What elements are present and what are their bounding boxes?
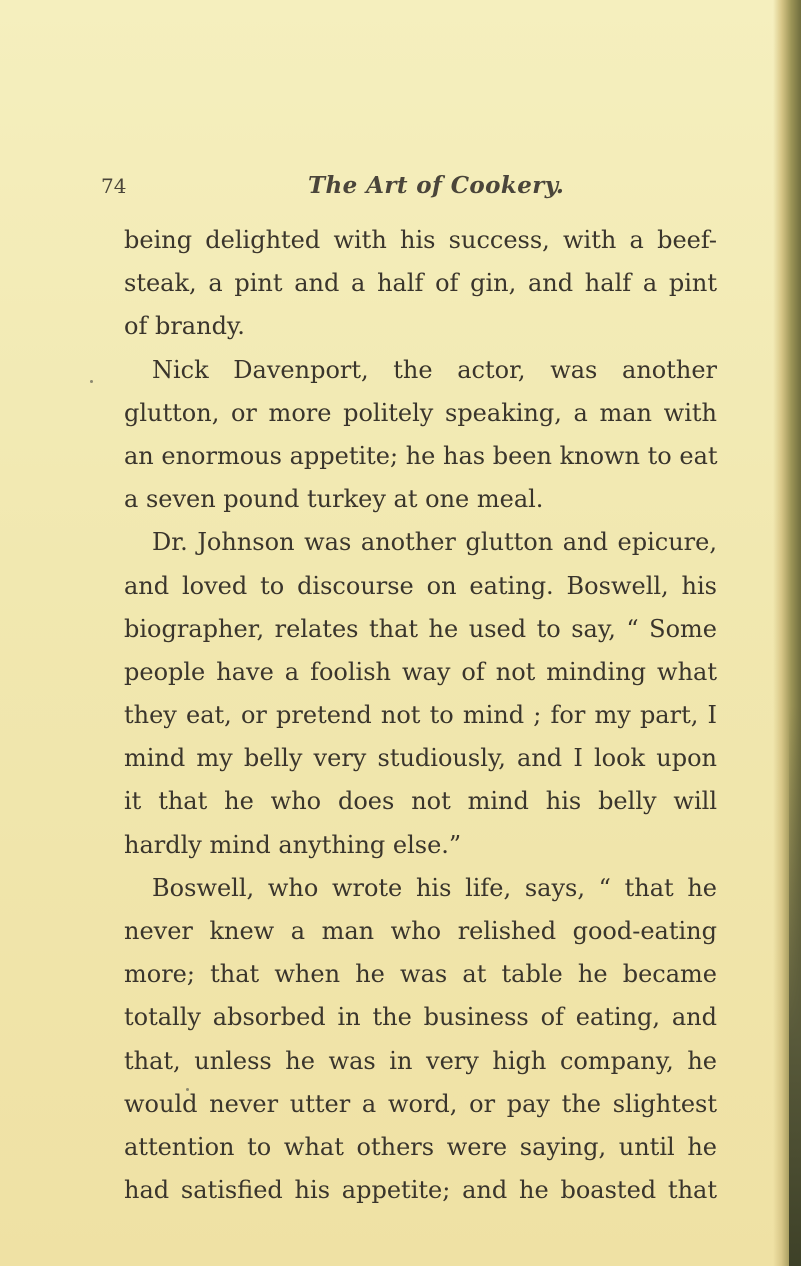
text-line: steak, a pint and a half of gin, and half a pint: [124, 269, 717, 298]
text-line: Nick Davenport, the actor, was another: [152, 355, 717, 384]
text-line: being delighted with his success, with a beef-: [124, 226, 717, 254]
text-line: they eat, or pretend not to mind ; for my part, I: [124, 701, 717, 730]
text-line: and loved to discourse on eating. Boswell, his: [124, 571, 717, 600]
text-line: never knew a man who relished good-eating: [124, 917, 717, 945]
body-text: [124, 219, 717, 1212]
text-line: that, unless he was in very high company, he: [124, 1046, 717, 1075]
text-line: it that he who does not mind his belly will: [124, 787, 717, 816]
text-line: biographer, relates that he used to say, “ Some: [124, 614, 717, 643]
text-line: more; that when he was at table he became: [124, 960, 717, 989]
text-line: mind my belly very studiously, and I look upon: [124, 744, 717, 773]
text-line: attention to what others were saying, until he: [124, 1132, 717, 1161]
text-line: totally absorbed in the business of eating, and: [124, 1003, 717, 1032]
text-line: hardly mind anything else.”: [124, 830, 462, 859]
paper-speck: [90, 380, 93, 383]
text-line: would never utter a word, or pay the slightest: [124, 1089, 717, 1118]
text-line: Boswell, who wrote his life, says, “ that he: [152, 873, 717, 902]
text-line: people have a foolish way of not minding what: [124, 657, 717, 686]
running-title: The Art of Cookery.: [308, 172, 565, 199]
page-edge-dark-shadow: [789, 706, 801, 1266]
text-line: of brandy.: [124, 312, 245, 341]
text-line: Dr. Johnson was another glutton and epicure,: [152, 528, 717, 557]
text-line: had satisfied his appetite; and he boasted that: [124, 1176, 717, 1205]
page-header: [101, 173, 711, 201]
text-line: a seven pound turkey at one meal.: [124, 485, 544, 514]
text-line: glutton, or more politely speaking, a man with: [124, 398, 717, 427]
page-number: 74: [101, 174, 127, 198]
text-line: an enormous appetite; he has been known to eat: [124, 441, 718, 470]
